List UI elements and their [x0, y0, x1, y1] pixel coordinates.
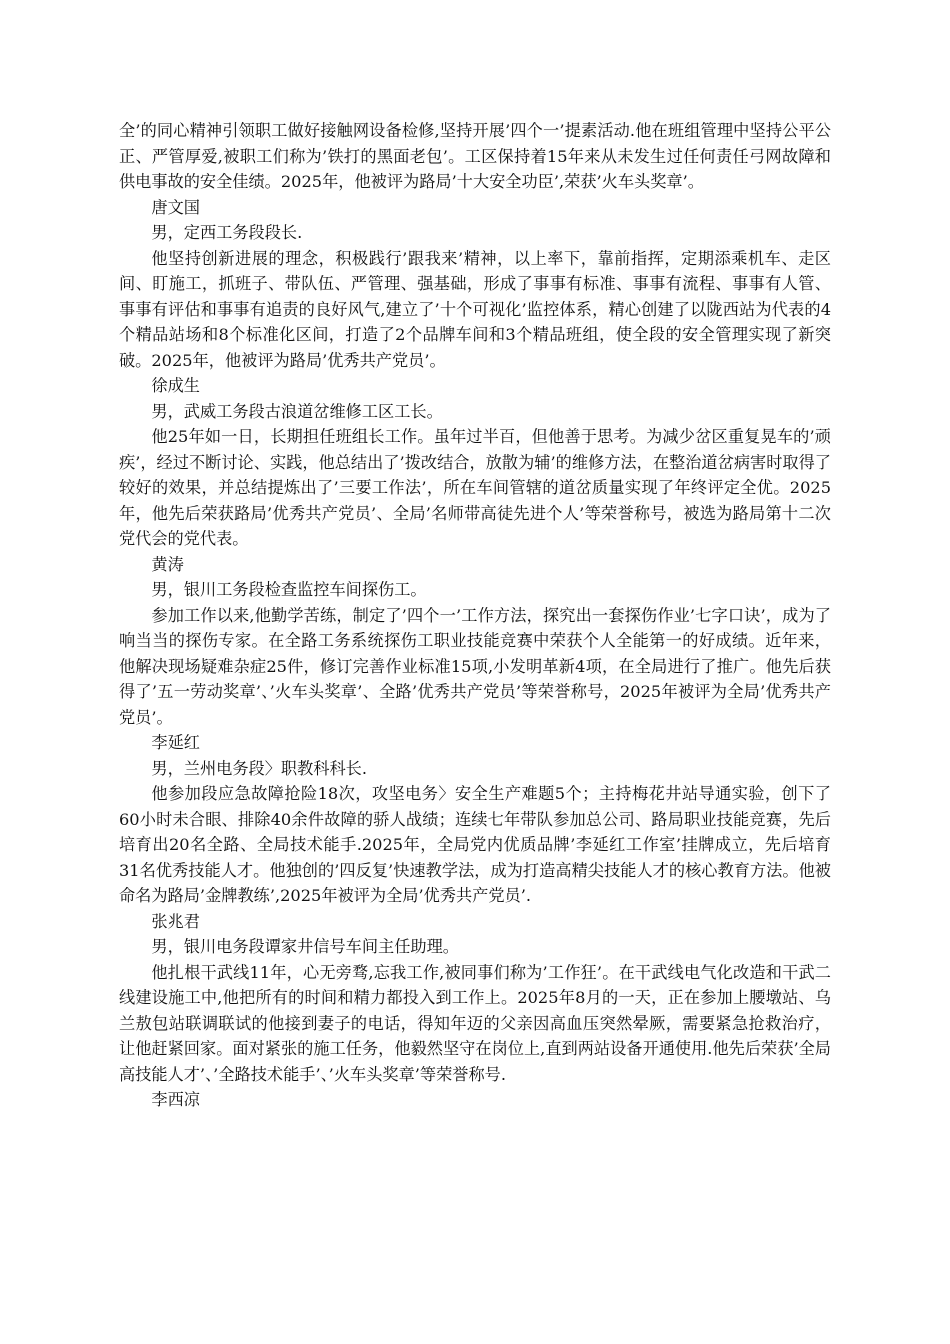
- body-paragraph: 他扎根干武线11年，心无旁骛,忘我工作,被同事们称为’工作狂’。在干武线电气化改造和干武二线建设施工中,他把所有的时间和精力都投入到工作上。2025年8月的一天，正在参加上腰墩站、乌兰敖包站联调联试的他接到妻子的电话，得知年迈的父亲因高血压突然晕厥，需要紧急抢救治疗，让他赶紧回家。面对紧张的施工任务，他毅然坚守在岗位上,直到两站设备开通使用.他先后荣获’全局高技能人才’、’全路技术能手’、’火车头奖章’等荣誉称号.: [119, 962, 831, 1084]
- person-name: 李延红: [151, 733, 200, 752]
- person-name: 黄涛: [151, 554, 184, 574]
- body-paragraph: 他25年如一日，长期担任班组长工作。虽年过半百，但他善于思考。为减少岔区重复晃车的’顽疾’，经过不断讨论、实践，他总结出了’拨改结合，放散为辅’的维修方法，在整治道岔病害时取得了较好的效果，并总结提炼出了’三要工作法’，所在车间管辖的道岔质量实现了年终评定全优。2025年，他先后荣获路局’优秀共产党员’、全局’名师带高徒先进个人’等荣誉称号，被选为路局第十二次党代会的党代表。: [119, 427, 831, 548]
- person-title: 男，武威工务段古浪道岔维修工区工长。: [151, 401, 443, 421]
- person-name: 张兆君: [151, 911, 200, 931]
- person-name: 唐文国: [151, 197, 200, 217]
- person-title: 男，兰州电务段〉职教科科长.: [151, 758, 367, 778]
- person-name: 李西凉: [151, 1090, 200, 1109]
- person-title: 男，定西工务段段长.: [151, 223, 303, 242]
- body-paragraph: 他参加段应急故障抢险18次，攻坚电务〉安全生产难题5个；主持梅花井站导通实验，创下了60小时未合眼、排除40余件故障的骄人战绩；连续七年带队参加总公司、路局职业技能竞赛，先后培育出20名全路、全局技术能手.2025年，全局党内优质品牌’李延红工作室’挂牌成立，先后培育31名优秀技能人才。他独创的’四反复’快速教学法，成为打造高精尖技能人才的核心教育方法。他被命名为路局’金牌教练’,2025年被评为全局’优秀共产党员’.: [119, 784, 831, 905]
- body-paragraph-continued: 全’的同心精神引领职工做好接触网设备检修,坚持开展’四个一’提素活动.他在班组管理中坚持公平公正、严管厚爱,被职工们称为’铁打的黑面老包’。工区保持着15年来从未发生过任何责任弓网故障和供电事故的安全佳绩。2025年，他被评为路局’十大安全功臣’,荣获’火车头奖章’。: [119, 121, 831, 191]
- person-name: 徐成生: [151, 376, 200, 395]
- person-title: 男，银川电务段谭家井信号车间主任助理。: [151, 937, 459, 956]
- body-paragraph: 参加工作以来,他勤学苦练，制定了’四个一’工作方法，探究出一套探伤作业’七字口诀’，成为了响当当的探伤专家。在全路工务系统探伤工职业技能竞赛中荣获个人全能第一的好成绩。近年来，他解决现场疑难杂症25件，修订完善作业标准15项,小发明革新4项，在全局进行了推广。他先后获得了’五一劳动奖章’、’火车头奖章’、全路’优秀共产党员’等荣誉称号，2025年被评为全局’优秀共产党员’。: [119, 605, 831, 727]
- body-paragraph: 他坚持创新进展的理念，积极践行’跟我来’精神，以上率下，靠前指挥，定期添乘机车、走区间、盯施工，抓班子、带队伍、严管理、强基础，形成了事事有标准、事事有流程、事事有人管、事事有评估和事事有追责的良好风气,建立了’十个可视化’监控体系，精心创建了以陇西站为代表的4个精品站场和8个标准化区间，打造了2个品牌车间和3个精品班组，使全段的安全管理实现了新突破。2025年，他被评为路局’优秀共产党员’。: [119, 248, 831, 370]
- document-page: [119, 118, 831, 1113]
- person-title: 男，银川工务段检查监控车间探伤工。: [151, 580, 427, 599]
